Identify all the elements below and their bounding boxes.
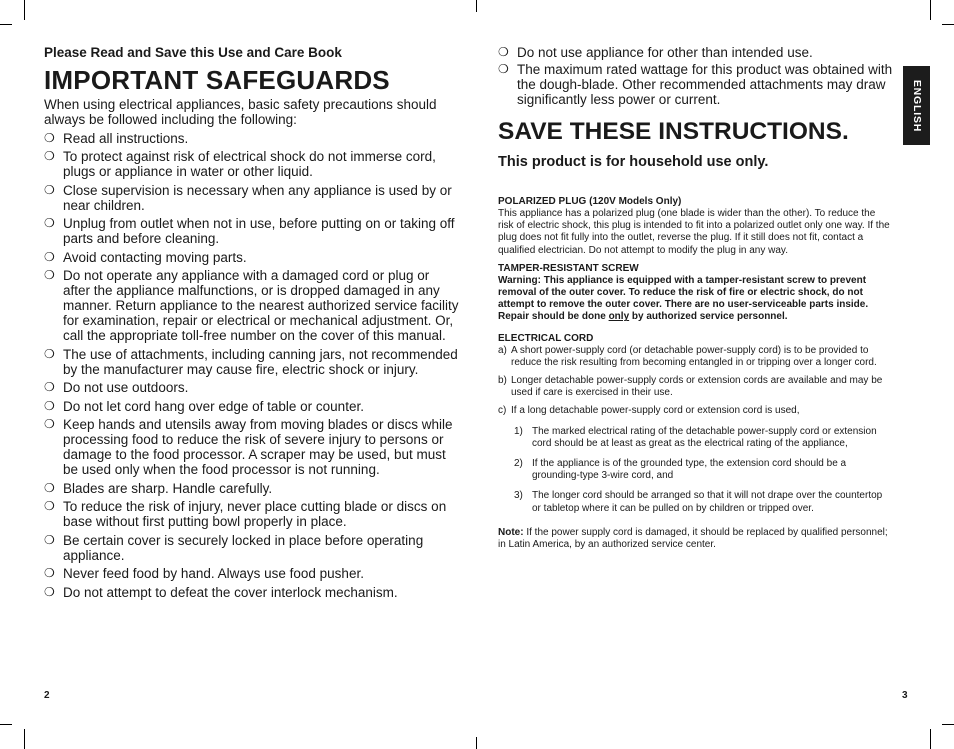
- list-item: [44, 566, 459, 581]
- crop-mark: [942, 24, 954, 25]
- list-text: The marked electrical rating of the detachable power-supply cord or extension cord should be at least as great as the electrical rating of the appliance,: [532, 425, 877, 449]
- right-page: [498, 45, 893, 551]
- bullet-icon: ❍: [44, 130, 55, 145]
- list-marker: b): [498, 375, 507, 387]
- tamper-screw-section: [498, 262, 893, 324]
- household-use-note: This product is for household use only.: [498, 154, 769, 170]
- bullet-icon: ❍: [44, 149, 55, 163]
- list-item: [44, 183, 459, 213]
- list-item: [498, 405, 893, 417]
- list-item: [44, 399, 459, 414]
- list-item: [44, 216, 459, 246]
- bullet-icon: ❍: [498, 62, 509, 76]
- list-marker: c): [498, 405, 507, 417]
- intro-text: When using electrical appliances, basic safety precautions should always be followed including the following:: [44, 97, 437, 127]
- note-paragraph: [498, 527, 893, 551]
- list-item: [44, 149, 459, 179]
- list-marker: 3): [514, 490, 523, 502]
- list-text: Avoid contacting moving parts.: [63, 249, 247, 265]
- list-text: To protect against risk of electrical shock do not immerse cord, plugs or appliance in water or other liquid.: [63, 149, 436, 179]
- bullet-icon: ❍: [44, 380, 55, 394]
- list-item: [498, 426, 893, 450]
- save-instructions-heading: SAVE THESE INSTRUCTIONS.: [498, 118, 849, 145]
- bullet-icon: ❍: [44, 182, 55, 197]
- list-item: [498, 45, 893, 60]
- left-page: [44, 44, 459, 600]
- list-item: [44, 250, 459, 265]
- section-body: This appliance has a polarized plug (one blade is wider than the other). To reduce the risk of electric shock, this plug is intended to fit into a polarized outlet only one way. If the plug does not fit fully into the outlet, reverse the plug. If it still does not fit, contact a qualified electrician. Do not attempt to modify the plug in any way.: [498, 208, 890, 256]
- list-marker: 1): [514, 425, 523, 437]
- list-text: Do not operate any appliance with a damaged cord or plug or after the appliance malfunctions, or is dropped damaged in any manner. Return appliance to the nearest authorized service facility for examination, repair or electrical or mechanical adjustment. Or, call the appropriate toll-free number on the cover of this manual.: [63, 268, 459, 343]
- list-text: The use of attachments, including canning jars, not recommended by the manufacturer may cause fire, electric shock or injury.: [63, 346, 458, 377]
- crop-mark: [476, 0, 477, 12]
- crop-mark: [24, 729, 25, 749]
- list-item: [44, 131, 459, 146]
- list-marker: a): [498, 344, 507, 356]
- crop-mark: [476, 737, 477, 749]
- list-text: If a long detachable power-supply cord or extension cord is used,: [511, 405, 800, 417]
- list-text: The longer cord should be arranged so that it will not drape over the countertop or tabletop where it can be pulled on by children or tripped over.: [532, 490, 883, 514]
- bullet-icon: ❍: [44, 532, 55, 547]
- list-item: [44, 533, 459, 563]
- electrical-cord-section: [498, 332, 893, 515]
- language-tab-label: ENGLISH: [910, 79, 923, 132]
- cord-list: [498, 345, 893, 418]
- list-text: Read all instructions.: [63, 130, 189, 146]
- cord-sublist: [498, 426, 893, 515]
- note-text: If the power supply cord is damaged, it should be replaced by qualified personnel; in Latin America, by an authorized service center.: [498, 526, 888, 551]
- list-item: [498, 62, 893, 107]
- bullet-icon: ❍: [44, 398, 55, 413]
- list-text: Close supervision is necessary when any appliance is used by or near children.: [63, 182, 452, 213]
- list-marker: 2): [514, 458, 523, 470]
- polarized-plug-section: [498, 195, 893, 257]
- bullet-icon: ❍: [44, 499, 55, 513]
- list-text: The maximum rated wattage for this product was obtained with the dough-blade. Other recommended attachments may draw significantly less power or current.: [517, 62, 893, 107]
- list-item: [44, 268, 459, 343]
- safeguards-list: [44, 131, 459, 600]
- list-item: [44, 481, 459, 496]
- crop-mark: [0, 724, 12, 725]
- list-text: If the appliance is of the grounded type, the extension cord should be a grounding-type 3-wire cord, and: [532, 458, 847, 482]
- bullet-icon: ❍: [44, 216, 55, 230]
- note-label: Note:: [498, 526, 524, 538]
- bullet-icon: ❍: [44, 346, 55, 361]
- list-item: [44, 417, 459, 477]
- list-item: [498, 375, 893, 399]
- list-item: [498, 490, 893, 514]
- page-number-right: 3: [902, 690, 908, 701]
- section-title: ELECTRICAL CORD: [498, 332, 594, 344]
- language-tab: [903, 66, 930, 145]
- bullet-icon: ❍: [44, 249, 55, 264]
- list-text: Keep hands and utensils away from moving blades or discs while processing food to reduce the risk of severe injury to persons or damage to the food processor. A scraper may be used, but must be used only when the food processor is not running.: [63, 417, 453, 477]
- list-text: Never feed food by hand. Always use food pusher.: [63, 566, 364, 581]
- list-text: A short power-supply cord (or detachable power-supply cord) is to be provided to reduce the risk resulting from becoming entangled in or tripping over a longer cord.: [511, 344, 877, 368]
- kicker: Please Read and Save this Use and Care Book: [44, 45, 342, 60]
- list-text: Unplug from outlet when not in use, before putting on or taking off parts and before cleaning.: [63, 216, 455, 246]
- warning-text: [498, 275, 893, 324]
- list-text: Do not let cord hang over edge of table or counter.: [63, 398, 364, 414]
- list-text: Do not use outdoors.: [63, 380, 189, 395]
- crop-mark: [0, 24, 12, 25]
- bullet-icon: ❍: [498, 45, 509, 59]
- list-item: [498, 345, 893, 369]
- page-title: IMPORTANT SAFEGUARDS: [44, 65, 390, 95]
- list-text: To reduce the risk of injury, never place cutting blade or discs on base without first putting bowl properly in place.: [63, 499, 447, 529]
- list-text: Blades are sharp. Handle carefully.: [63, 480, 273, 496]
- bullet-icon: ❍: [44, 480, 55, 495]
- crop-mark: [942, 724, 954, 725]
- list-text: Longer detachable power-supply cords or extension cords are available and may be used if care is exercised in their use.: [511, 375, 883, 399]
- warning-label: Warning:: [498, 274, 541, 286]
- list-text: Do not attempt to defeat the cover interlock mechanism.: [63, 584, 398, 600]
- bullet-icon: ❍: [44, 268, 55, 282]
- bullet-icon: ❍: [44, 584, 55, 599]
- crop-mark: [930, 729, 931, 749]
- crop-mark: [24, 0, 25, 20]
- bullet-icon: ❍: [44, 417, 55, 431]
- list-item: [44, 347, 459, 377]
- bullet-icon: ❍: [44, 566, 55, 580]
- page-number-left: 2: [44, 690, 50, 701]
- warning-body-end: by authorized service personnel.: [629, 311, 788, 323]
- warning-body: This appliance is equipped with a tamper-resistant screw to prevent removal of the outer cover. To reduce the risk of fire or electric shock, do not attempt to remove the outer cover. There are no user-serviceable parts inside. Repair should be done: [498, 274, 869, 323]
- section-title: POLARIZED PLUG (120V Models Only): [498, 196, 682, 207]
- safeguards-list-continued: [498, 45, 893, 107]
- warning-emphasis: only: [608, 311, 630, 323]
- section-title: TAMPER-RESISTANT SCREW: [498, 262, 639, 274]
- list-item: [498, 458, 893, 482]
- list-text: Do not use appliance for other than intended use.: [517, 45, 813, 60]
- list-item: [44, 585, 459, 600]
- list-text: Be certain cover is securely locked in place before operating appliance.: [63, 532, 424, 563]
- list-item: [44, 380, 459, 395]
- crop-mark: [930, 0, 931, 20]
- list-item: [44, 499, 459, 529]
